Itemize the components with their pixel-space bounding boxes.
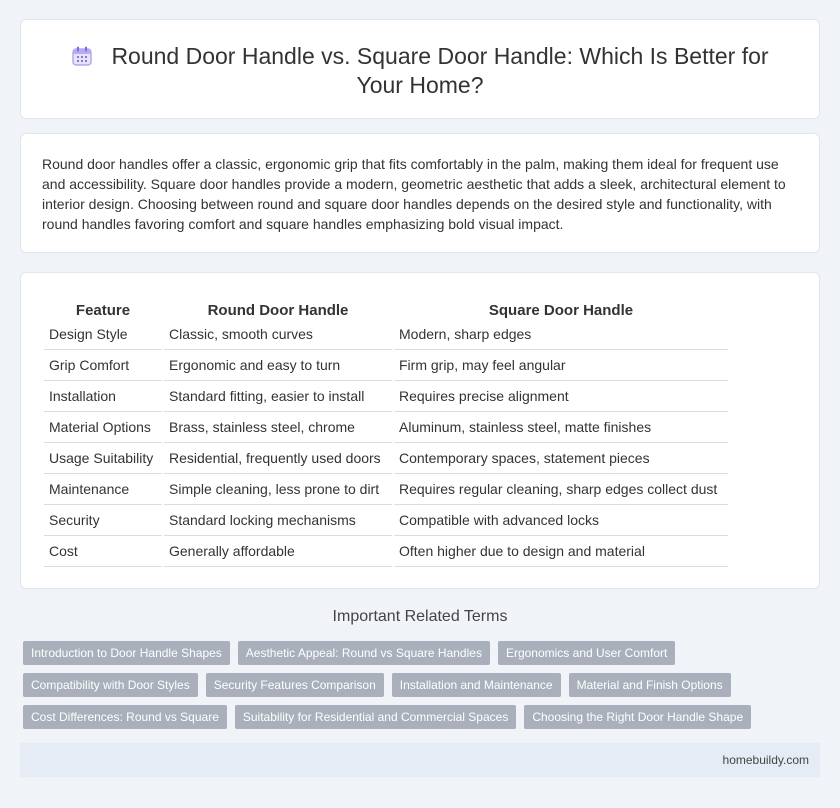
related-term-tag[interactable]: Ergonomics and User Comfort	[498, 641, 675, 665]
related-term-tag[interactable]: Choosing the Right Door Handle Shape	[524, 705, 751, 729]
feature-cell: Security	[44, 505, 162, 536]
table-row	[44, 412, 728, 443]
round-cell: Brass, stainless steel, chrome	[164, 412, 392, 443]
footer-bar	[20, 743, 820, 777]
table-row	[44, 443, 728, 474]
intro-paragraph: Round door handles offer a classic, ergonomic grip that fits comfortably in the palm, making them ideal for frequent use and accessibility. Square door handles provide a modern, geometric aesthetic that adds a sleek, architectural element to interior design. Choosing between round and square door handles depends on the desired style and functionality, with round handles favoring comfort and square handles emphasizing bold visual impact.	[42, 156, 786, 232]
round-cell: Standard locking mechanisms	[164, 505, 392, 536]
table-row	[44, 536, 728, 567]
related-term-tag[interactable]: Compatibility with Door Styles	[23, 673, 198, 697]
feature-cell: Grip Comfort	[44, 350, 162, 381]
related-terms-title: Important Related Terms	[332, 608, 508, 625]
tag-row	[23, 705, 823, 729]
feature-cell: Installation	[44, 381, 162, 412]
feature-cell: Cost	[44, 536, 162, 567]
related-term-tag[interactable]: Aesthetic Appeal: Round vs Square Handles	[238, 641, 490, 665]
round-cell: Ergonomic and easy to turn	[164, 350, 392, 381]
title-card	[20, 19, 820, 119]
square-cell: Contemporary spaces, statement pieces	[394, 443, 728, 474]
comparison-card	[20, 272, 820, 589]
related-term-tag[interactable]: Material and Finish Options	[569, 673, 731, 697]
feature-cell: Usage Suitability	[44, 443, 162, 474]
tag-row	[23, 641, 823, 665]
site-name[interactable]: homebuildy.com	[722, 753, 809, 767]
round-cell: Residential, frequently used doors	[164, 443, 392, 474]
square-cell: Requires regular cleaning, sharp edges collect dust	[394, 474, 728, 505]
table-row	[44, 505, 728, 536]
related-term-tag[interactable]: Security Features Comparison	[206, 673, 384, 697]
related-terms	[23, 641, 823, 737]
round-cell: Generally affordable	[164, 536, 392, 567]
header-feature: Feature	[75, 302, 131, 319]
table-row	[44, 474, 728, 505]
square-cell: Often higher due to design and material	[394, 536, 728, 567]
related-term-tag[interactable]: Cost Differences: Round vs Square	[23, 705, 227, 729]
feature-cell: Maintenance	[44, 474, 162, 505]
related-term-tag[interactable]: Suitability for Residential and Commercial Spaces	[235, 705, 516, 729]
comparison-table	[42, 297, 730, 567]
tag-row	[23, 673, 823, 697]
square-cell: Modern, sharp edges	[394, 319, 728, 350]
square-cell: Requires precise alignment	[394, 381, 728, 412]
header-square: Square Door Handle	[488, 302, 634, 319]
calendar-icon	[71, 45, 93, 67]
table-row	[44, 350, 728, 381]
page-title-wrap	[61, 42, 779, 100]
square-cell: Compatible with advanced locks	[394, 505, 728, 536]
table-row	[44, 381, 728, 412]
feature-cell: Material Options	[44, 412, 162, 443]
feature-cell: Design Style	[44, 319, 162, 350]
intro-card	[20, 133, 820, 253]
round-cell: Classic, smooth curves	[164, 319, 392, 350]
square-cell: Aluminum, stainless steel, matte finishes	[394, 412, 728, 443]
related-term-tag[interactable]: Introduction to Door Handle Shapes	[23, 641, 230, 665]
table-header-row	[44, 297, 728, 319]
square-cell: Firm grip, may feel angular	[394, 350, 728, 381]
round-cell: Simple cleaning, less prone to dirt	[164, 474, 392, 505]
page-title: Round Door Handle vs. Square Door Handle: Which Is Better for Your Home?	[111, 43, 769, 98]
table-row	[44, 319, 728, 350]
round-cell: Standard fitting, easier to install	[164, 381, 392, 412]
header-round: Round Door Handle	[207, 302, 349, 319]
related-term-tag[interactable]: Installation and Maintenance	[392, 673, 561, 697]
